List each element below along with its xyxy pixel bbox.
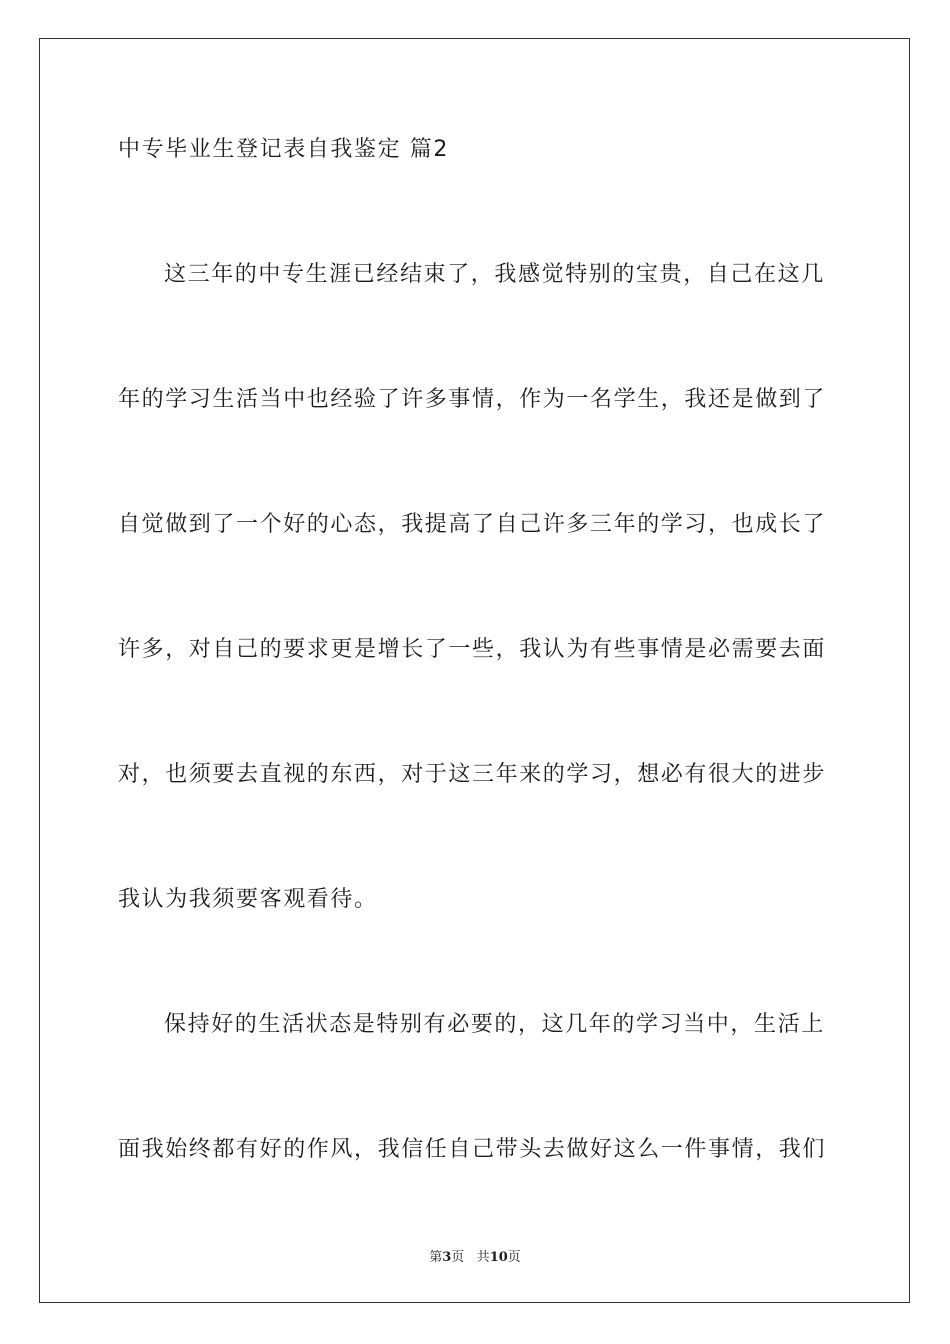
paragraph-line: 我认为我须要客观看待。 — [118, 887, 378, 912]
total-pages: 10 — [489, 1250, 508, 1265]
paragraph-line: 保持好的生活状态是特别有必要的，这几年的学习当中，生活上 — [164, 1012, 825, 1037]
paragraph-line: 对，也须要去直视的东西，对于这三年来的学习，想必有很大的进步 — [118, 762, 827, 787]
page-prefix: 第 — [429, 1250, 443, 1265]
paragraph-line: 年的学习生活当中也经验了许多事情，作为一名学生，我还是做到了 — [118, 387, 827, 412]
page-border — [39, 38, 910, 1303]
page-footer — [0, 1249, 950, 1267]
paragraph-line: 许多，对自己的要求更是增长了一些，我认为有些事情是必需要去面 — [118, 637, 827, 662]
paragraph-line: 这三年的中专生涯已经结束了，我感觉特别的宝贵，自己在这几 — [164, 262, 825, 287]
total-suffix: 页 — [507, 1250, 521, 1265]
paragraph-line: 面我始终都有好的作风，我信任自己带头去做好这么一件事情，我们 — [118, 1137, 827, 1162]
page-number: 3 — [442, 1250, 452, 1265]
page-suffix: 页 — [451, 1250, 465, 1265]
total-prefix: 共 — [476, 1250, 490, 1265]
section-heading: 中专毕业生登记表自我鉴定 篇2 — [118, 137, 449, 162]
paragraph-line: 自觉做到了一个好的心态，我提高了自己许多三年的学习，也成长了 — [118, 512, 827, 537]
